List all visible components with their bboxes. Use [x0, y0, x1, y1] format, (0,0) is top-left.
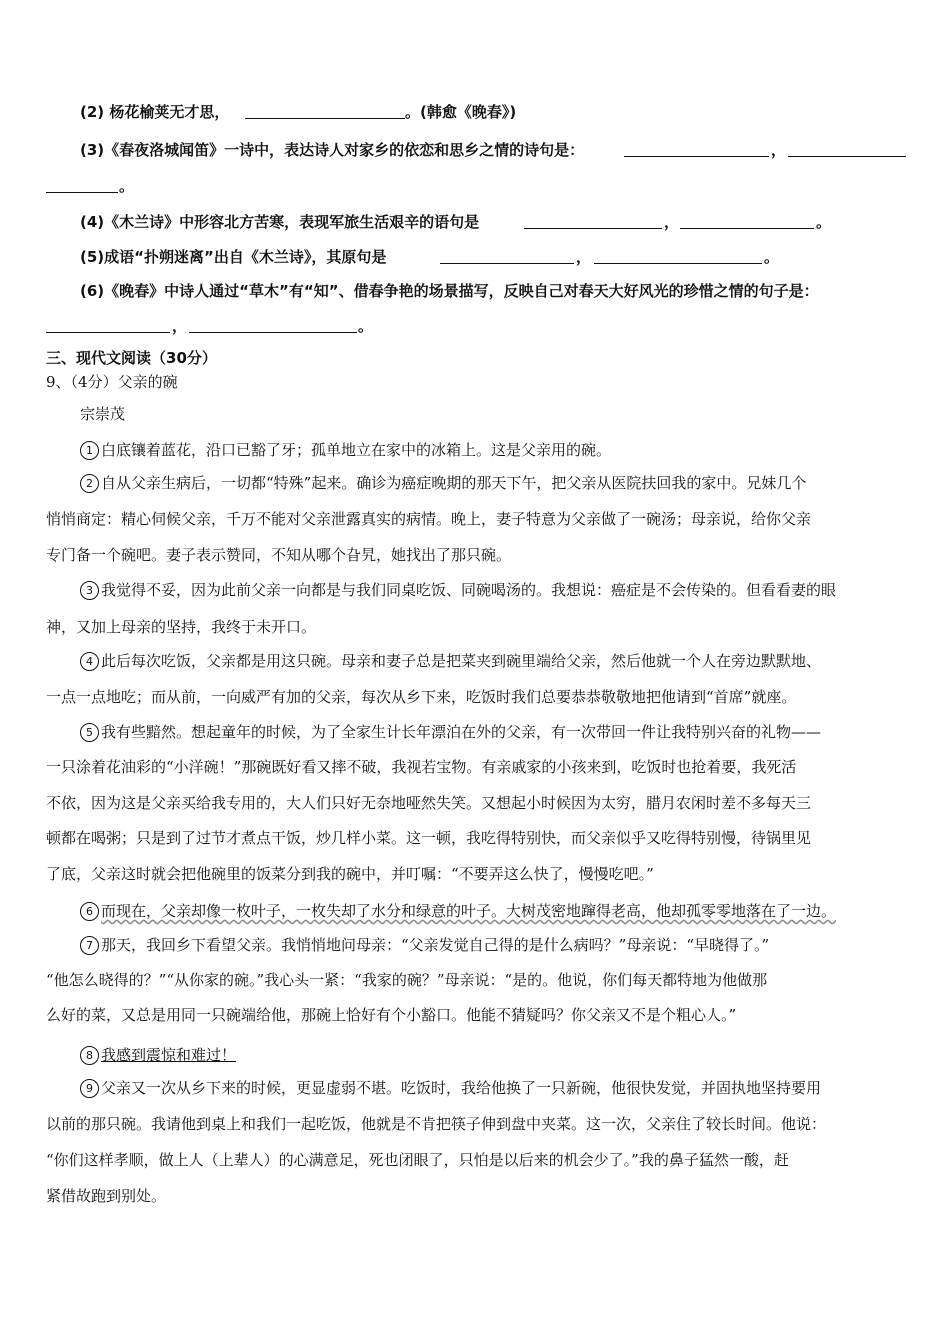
answer-blank[interactable] — [788, 142, 906, 157]
paragraph-number: 4 — [80, 652, 99, 671]
end-mark: 。 — [816, 213, 832, 231]
question-4-text: (4)《木兰诗》中形容北方苦寒，表现军旅生活艰辛的语句是 — [80, 213, 480, 231]
paragraph-line: 不依，因为这是父亲买给我专用的，大人们只好无奈地哑然失笑。又想起小时候因为太穷，腊月农闲时差不多每天三 — [46, 794, 812, 812]
reading-question-title: 9、（4分）父亲的碗 — [46, 373, 178, 391]
paragraph-line: 父亲又一次从乡下来的时候，更显虚弱不堪。吃饭时，我给他换了一只新碗，他很快发觉，并固执地坚持要用 — [101, 1079, 822, 1097]
answer-blank[interactable] — [680, 214, 814, 229]
author-name: 宗崇茂 — [80, 405, 126, 423]
answer-blank[interactable] — [524, 214, 662, 229]
paragraph-number: 1 — [80, 441, 99, 460]
answer-blank[interactable] — [594, 249, 762, 264]
paragraph-number: 6 — [80, 902, 99, 921]
paragraph-line: “你们这样孝顺，做上人（上辈人）的心满意足，死也闭眼了，只怕是以后来的机会少了。”我的鼻子猛然一酸，赶 — [46, 1151, 789, 1169]
question-2-source: 。(韩愈《晚春》) — [405, 103, 517, 121]
paragraph-number: 2 — [80, 474, 99, 493]
end-mark: 。 — [764, 248, 780, 266]
paragraph-line: “他怎么晓得的？”“从你家的碗。”我心头一紧：“我家的碗？”母亲说：“是的。他说，你们每天都特地为他做那 — [46, 971, 768, 989]
paragraph-line: 了底，父亲这时就会把他碗里的饭菜分到我的碗中，并叮嘱：“不要弄这么快了，慢慢吃吧。” — [46, 865, 654, 883]
paragraph-line: 悄悄商定：精心伺候父亲，千万不能对父亲泄露真实的病情。晚上，妻子特意为父亲做了一碗汤；母亲说，给你父亲 — [46, 510, 812, 528]
paragraph-number: 9 — [80, 1079, 99, 1098]
paragraph-line: 我有些黯然。想起童年的时候，为了全家生计长年漂泊在外的父亲，有一次带回一件让我特别兴奋的礼物—— — [101, 723, 822, 741]
paragraph-line: 我感到震惊和难过！ — [101, 1046, 237, 1064]
answer-blank[interactable] — [440, 249, 574, 264]
paragraph-line: 紧借故跑到别处。 — [46, 1187, 167, 1205]
answer-blank[interactable] — [245, 104, 405, 119]
paragraph-number: 3 — [80, 581, 99, 600]
answer-blank[interactable] — [46, 178, 118, 193]
end-mark: 。 — [119, 177, 135, 195]
paragraph-line: 以前的那只碗。我请他到桌上和我们一起吃饭，他就是不肯把筷子伸到盘中夹菜。这一次，父亲住了较长时间。他说： — [46, 1115, 827, 1133]
paragraph-number: 8 — [80, 1046, 99, 1065]
paragraph-number: 7 — [80, 936, 99, 955]
paragraph-line: 此后每次吃饭，父亲都是用这只碗。母亲和妻子总是把菜夹到碗里端给父亲，然后他就一个人在旁边默默地、 — [101, 652, 822, 670]
answer-blank[interactable] — [46, 318, 170, 333]
paragraph-line: 一点一点地吃；而从前，一向威严有加的父亲，每次从乡下来，吃饭时我们总要恭恭敬敬地把他请到“首席”就座。 — [46, 688, 797, 706]
answer-blank[interactable] — [189, 318, 357, 333]
paragraph-line: 自从父亲生病后，一切都“特殊”起来。确诊为癌症晚期的那天下午，把父亲从医院扶回我的家中。兄妹几个 — [101, 474, 807, 492]
paragraph-line: 那天，我回乡下看望父亲。我悄悄地问母亲：“父亲发觉自己得的是什么病吗？”母亲说：“早晓得了。” — [101, 936, 770, 954]
question-5-text: (5)成语“扑朔迷离”出自《木兰诗》，其原句是 — [80, 248, 387, 266]
paragraph-line: 我觉得不妥，因为此前父亲一向都是与我们同桌吃饭、同碗喝汤的。我想说：癌症是不会传染的。但看看妻的眼 — [101, 581, 837, 599]
end-mark: 。 — [358, 317, 374, 335]
separator: ， — [771, 141, 787, 159]
paragraph-line: 顿都在喝粥；只是到了过节才煮点干饭，炒几样小菜。这一顿，我吃得特别快，而父亲似乎又吃得特别慢，待锅里见 — [46, 829, 812, 847]
question-2-text: (2) 杨花榆荚无才思， — [80, 103, 230, 121]
paragraph-line: 白底镶着蓝花，沿口已豁了牙；孤单地立在家中的冰箱上。这是父亲用的碗。 — [101, 441, 612, 459]
separator: ， — [576, 248, 592, 266]
paragraph-line: 专门备一个碗吧。妻子表示赞同，不知从哪个旮旯，她找出了那只碗。 — [46, 546, 512, 564]
paragraph-line: 一只涂着花油彩的“小洋碗！”那碗既好看又摔不破，我视若宝物。有亲戚家的小孩来到，吃饭时也抢着要，我死活 — [46, 758, 797, 776]
question-6-text: (6)《晚春》中诗人通过“草木”有“知”、借春争艳的场景描写，反映自己对春天大好风光的珍惜之情的句子是： — [80, 282, 819, 300]
separator: ， — [664, 213, 680, 231]
paragraph-line: 而现在，父亲却像一枚叶子，一枚失却了水分和绿意的叶子。大树茂密地蹿得老高，他却孤零零地落在了一边。 — [101, 902, 837, 920]
question-3-text: (3)《春夜洛城闻笛》一诗中，表达诗人对家乡的依恋和思乡之情的诗句是： — [80, 141, 585, 159]
section-title-text: 三、现代文阅读（30分） — [46, 349, 217, 367]
paragraph-line: 么好的菜，又总是用同一只碗端给他，那碗上恰好有个小豁口。他能不猜疑吗？你父亲又不是个粗心人。” — [46, 1006, 737, 1024]
separator: ， — [172, 317, 188, 335]
paragraph-number: 5 — [80, 723, 99, 742]
answer-blank[interactable] — [624, 142, 769, 157]
paragraph-line: 神，又加上母亲的坚持，我终于未开口。 — [46, 618, 317, 636]
